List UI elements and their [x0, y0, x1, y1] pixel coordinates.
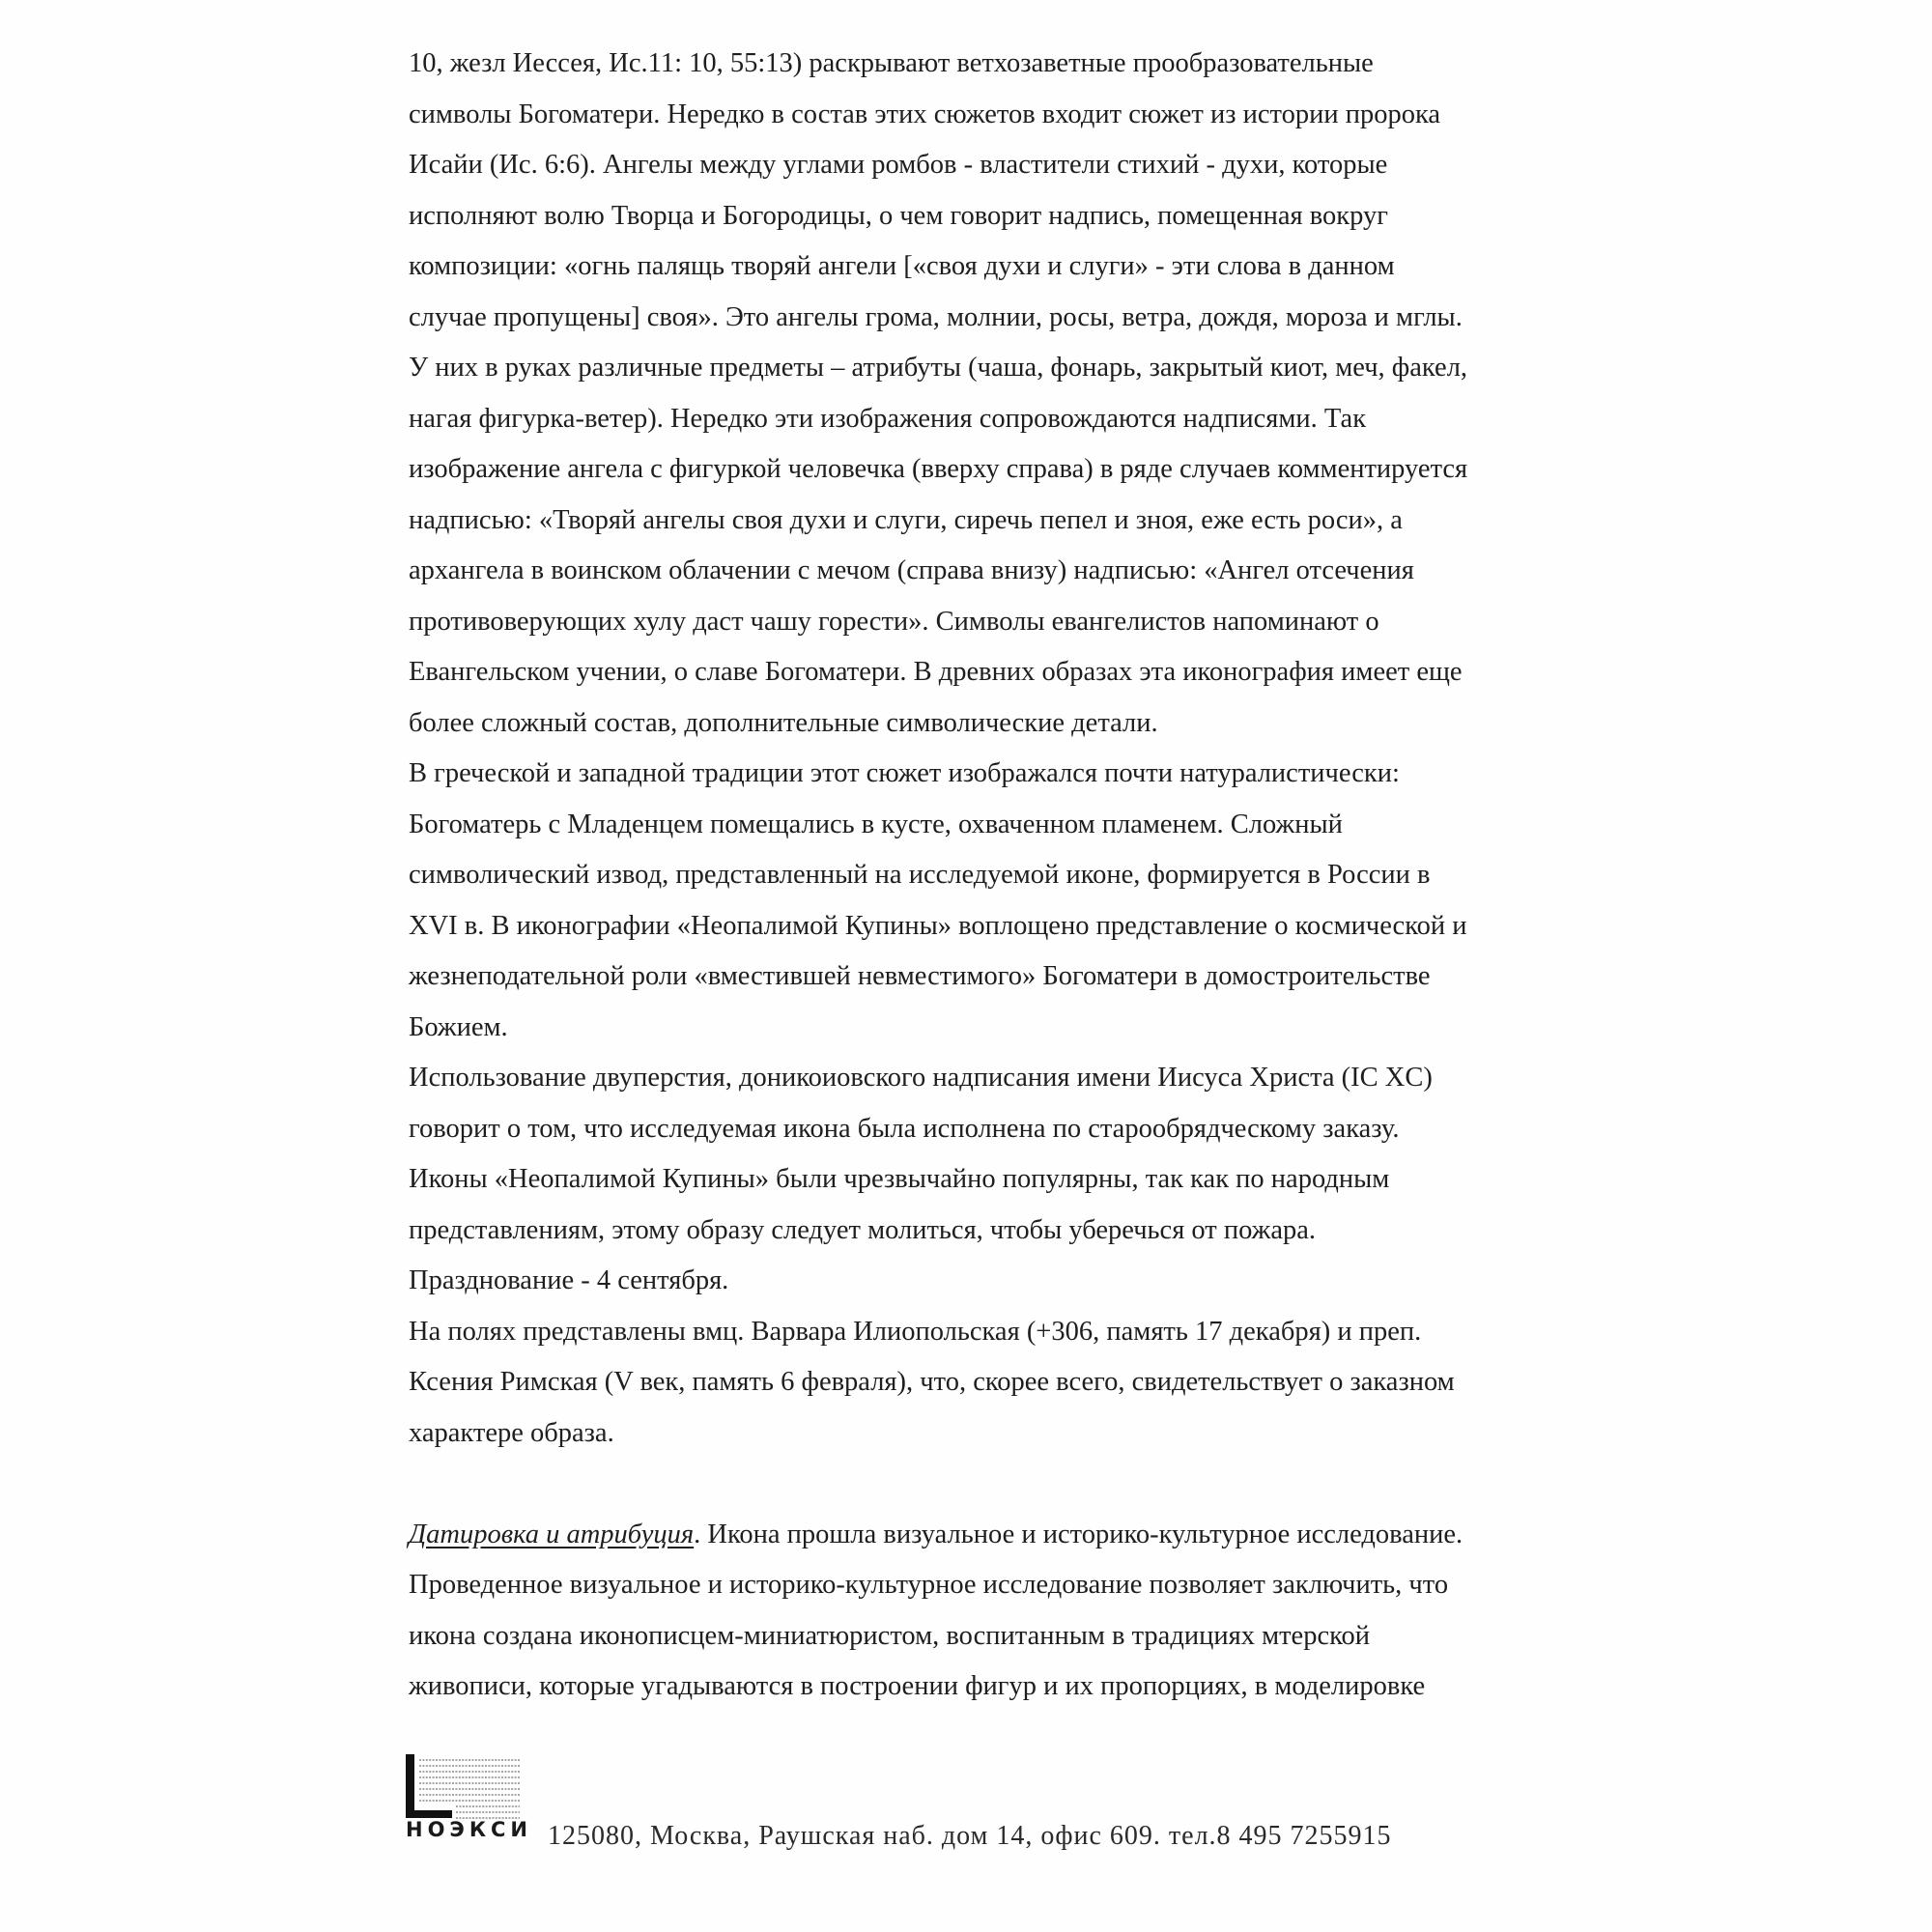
text-line: живописи, которые угадываются в построении фигур и их пропорциях, в моделировке	[409, 1671, 1426, 1701]
dating-heading-line	[409, 1510, 1568, 1561]
text-line: Ксения Римская (V век, память 6 февраля), что, скорее всего, свидетельствует о заказном	[409, 1367, 1455, 1397]
text-line: XVI в. В иконографии «Неопалимой Купины» воплощено представление о космической и	[409, 910, 1467, 941]
text-line: композиции: «огнь палящь творяй ангели [«своя духи и слуги» - эти слова в данном	[409, 251, 1395, 281]
text-line: Иконы «Неопалимой Купины» были чрезвычайно популярны, так как по народным	[409, 1164, 1390, 1194]
text-line: У них в руках различные предметы – атрибуты (чаша, фонарь, закрытый киот, меч, факел,	[409, 353, 1468, 383]
text-line: Евангельском учении, о славе Богоматери. В древних образах эта иконография имеет еще	[409, 657, 1463, 687]
footer-address: 125080, Москва, Раушская наб. дом 14, офис 609. тел.8 495 7255915	[548, 1821, 1392, 1851]
text-line: характере образа.	[409, 1417, 614, 1448]
section-title-dating: Датировка и атрибуция	[409, 1519, 695, 1549]
text-line: случае пропущены] своя». Это ангелы грома, молнии, росы, ветра, дождя, мороза и мглы.	[409, 301, 1463, 332]
text-line: противоверующих хулу даст чашу горести». Символы евангелистов напоминают о	[409, 606, 1379, 637]
text-line: Празднование - 4 сентября.	[409, 1265, 729, 1295]
text-line: символический извод, представленный на исследуемой иконе, формируется в России в	[409, 860, 1431, 890]
text-line: говорит о том, что исследуемая икона была исполнена по старообрядческому заказу.	[409, 1113, 1400, 1144]
logo-wordmark: НОЭКСИ	[406, 1818, 532, 1841]
text-line: На полях представлены вмц. Варвара Илиопольская (+306, память 17 декабря) и преп.	[409, 1316, 1422, 1347]
text-line: представлениям, этому образу следует молиться, чтобы уберечься от пожара.	[409, 1214, 1317, 1245]
text-line: Проведенное визуальное и историко-культурное исследование позволяет заключить, что	[409, 1570, 1449, 1600]
paragraph-gap	[409, 1459, 1568, 1510]
text-line: исполняют волю Творца и Богородицы, о чем говорит надпись, помещенная вокруг	[409, 200, 1388, 231]
text-line: символы Богоматери. Нередко в состав этих сюжетов входит сюжет из истории пророка	[409, 99, 1441, 129]
text-line: изображение ангела с фигуркой человечка (вверху справа) в ряде случаев комментируется	[409, 454, 1468, 484]
text-line: более сложный состав, дополнительные символические детали.	[409, 707, 1158, 738]
text-line: В греческой и западной традиции этот сюжет изображался почти натуралистически:	[409, 758, 1400, 788]
text-line: Исайи (Ис. 6:6). Ангелы между углами ромбов - властители стихий - духи, которые	[409, 150, 1388, 180]
text-line: икона создана иконописцем-миниатюристом, воспитанным в традициях мтерской	[409, 1620, 1371, 1651]
text-fragment: . Икона прошла визуальное и историко-культурное исследование.	[694, 1519, 1463, 1549]
text-line: архангела в воинском облачении с мечом (справа внизу) надписью: «Ангел отсечения	[409, 555, 1414, 585]
text-line: нагая фигурка-ветер). Нередко эти изображения сопровождаются надписями. Так	[409, 403, 1367, 434]
text-line: Богоматерь с Младенцем помещались в кусте, охваченном пламенем. Сложный	[409, 809, 1343, 839]
text-line: надписью: «Творяй ангелы своя духи и слуги, сиречь пепел и зноя, еже есть роси», а	[409, 504, 1403, 535]
body-text	[409, 39, 1568, 1713]
text-line: 10, жезл Иессея, Ис.11: 10, 55:13) раскрывают ветхозаветные прообразовательные	[409, 48, 1374, 78]
text-line: Использование двуперстия, доникоиовского надписания имени Иисуса Христа (IC XC)	[409, 1063, 1433, 1093]
noexi-logo-icon	[406, 1754, 522, 1830]
text-line: жезнеподательной роли «вместившей невместимого» Богоматери в домостроительстве	[409, 961, 1431, 991]
text-line: Божием.	[409, 1011, 508, 1042]
